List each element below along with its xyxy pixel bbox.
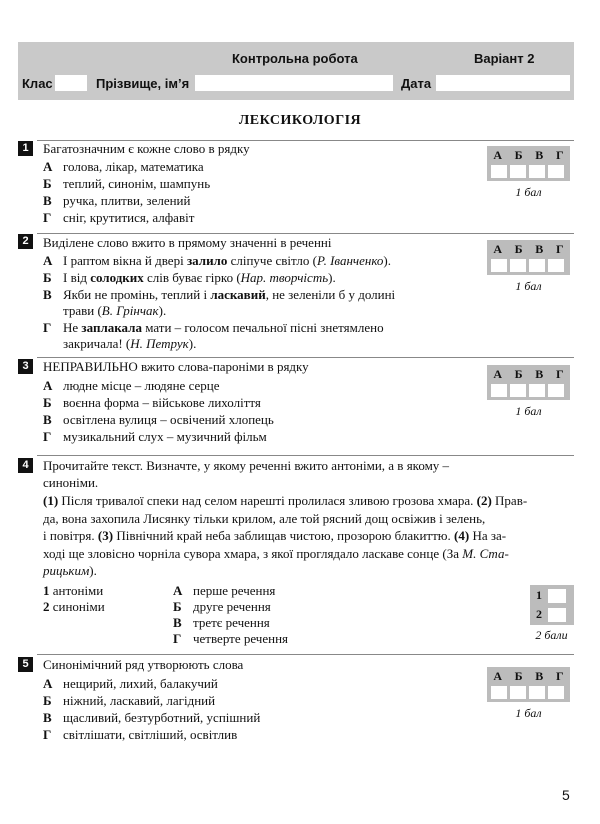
answer-cell[interactable] xyxy=(510,165,526,178)
passage-line: ході ще зловісно чорніла сувора хмара, з якої проглядало ласкаве сонце (За М. Ста- xyxy=(43,545,509,561)
answer-cell[interactable] xyxy=(548,589,566,603)
option-2c-cont: трави (В. Грінчак). xyxy=(63,303,167,318)
score-2: 1 бал xyxy=(515,279,542,293)
option-2d: Г Не заплакала мати – голосом печальної пісні знетямлено xyxy=(43,320,384,335)
reading-passage xyxy=(43,492,573,580)
option-1d: Г сніг, крутитися, алфавіт xyxy=(43,210,195,225)
answer-cell[interactable] xyxy=(510,259,526,272)
class-field[interactable] xyxy=(55,75,87,91)
score-5: 1 бал xyxy=(515,706,542,720)
header-variant: Варіант 2 xyxy=(474,51,535,66)
option-5b: Б ніжний, ласкавий, лагідний xyxy=(43,693,216,708)
question-number-3: 3 xyxy=(18,359,33,374)
match-right-c: В третє речення xyxy=(173,615,270,630)
date-field[interactable] xyxy=(436,75,570,91)
match-left-1: 1 антоніми xyxy=(43,583,104,598)
score-3: 1 бал xyxy=(515,404,542,418)
option-5c: В щасливий, безтурботний, успішний xyxy=(43,710,261,725)
option-3c: В освітлена вулиця – освічений хлопець xyxy=(43,412,274,427)
answer-cell[interactable] xyxy=(510,686,526,699)
answer-cell[interactable] xyxy=(548,165,564,178)
header-title: Контрольна робота xyxy=(232,51,358,66)
answer-grid-5[interactable]: А Б В Г xyxy=(487,667,570,702)
test-header xyxy=(18,42,574,100)
question-stem-3: НЕПРАВИЛЬНО вжито слова-пароніми в рядку xyxy=(43,359,309,374)
option-2c: В Якби не промінь, теплий і ласкавий, не зеленіли б у долині xyxy=(43,287,396,302)
option-1a: А голова, лікар, математика xyxy=(43,159,204,174)
answer-cell[interactable] xyxy=(491,686,507,699)
option-1c: В ручка, плитви, зелений xyxy=(43,193,191,208)
option-3d: Г музикальний слух – музичний фільм xyxy=(43,429,267,444)
answer-cell[interactable] xyxy=(548,686,564,699)
option-1b: Б теплий, синонім, шампунь xyxy=(43,176,211,191)
answer-cell[interactable] xyxy=(510,384,526,397)
answer-cell[interactable] xyxy=(548,384,564,397)
answer-cell[interactable] xyxy=(491,384,507,397)
passage-line: рицьким). xyxy=(43,563,97,578)
option-2d-cont: закричала! (Н. Петрук). xyxy=(63,336,197,351)
match-right-b: Б друге речення xyxy=(173,599,271,614)
answer-cell[interactable] xyxy=(491,165,507,178)
option-3b: Б воєнна форма – військове лихоліття xyxy=(43,395,261,410)
question-number-4: 4 xyxy=(18,458,33,473)
answer-cell[interactable] xyxy=(529,384,545,397)
answer-cell[interactable] xyxy=(529,686,545,699)
question-divider xyxy=(37,455,574,456)
answer-cell[interactable] xyxy=(529,259,545,272)
answer-grid-4[interactable]: 1 2 xyxy=(530,585,574,625)
question-number-1: 1 xyxy=(18,141,33,156)
question-stem-1: Багатозначним є кожне слово в рядку xyxy=(43,141,250,156)
name-label: Прізвище, ім’я xyxy=(96,76,190,91)
answer-cell[interactable] xyxy=(548,608,566,622)
answer-cell[interactable] xyxy=(491,259,507,272)
question-number-2: 2 xyxy=(18,234,33,249)
passage-line: (1) Після тривалої спеки над селом нарешті пролилася зливою грозова хмара. (2) Прав- xyxy=(43,493,528,508)
name-field[interactable] xyxy=(195,75,393,91)
question-divider xyxy=(37,654,574,655)
passage-line: да, вона захопила Лисянку тільки крилом, але той рясний дощ освіжив і зелень, xyxy=(43,510,486,526)
date-label: Дата xyxy=(401,76,432,91)
option-3a: А людне місце – людяне серце xyxy=(43,378,220,393)
score-4: 2 бали xyxy=(535,628,568,642)
question-stem-5: Синонімічний ряд утворюють слова xyxy=(43,657,244,672)
page-number: 5 xyxy=(562,787,570,803)
match-right-d: Г четверте речення xyxy=(173,631,288,646)
option-2a: А І раптом вікна й двері залило сліпуче світло (Р. Іванченко). xyxy=(43,253,392,268)
passage-line: і повітря. (3) Північний край неба заблищав чистою, прозорою блакиттю. (4) На за- xyxy=(43,528,507,543)
score-1: 1 бал xyxy=(515,185,542,199)
match-right-a: А перше речення xyxy=(173,583,276,598)
match-left-2: 2 синоніми xyxy=(43,599,105,614)
answer-grid-2[interactable]: А Б В Г xyxy=(487,240,570,275)
section-title: ЛЕКСИКОЛОГІЯ xyxy=(238,113,362,128)
answer-cell[interactable] xyxy=(548,259,564,272)
answer-grid-1[interactable]: А Б В Г xyxy=(487,146,570,181)
option-5d: Г світлішати, світліший, освітлив xyxy=(43,727,238,742)
option-2b: Б І від солодких слів буває гірко (Нар. творчість). xyxy=(43,270,336,285)
class-label: Клас xyxy=(22,76,53,91)
answer-grid-3[interactable]: А Б В Г xyxy=(487,365,570,400)
answer-cell[interactable] xyxy=(529,165,545,178)
question-stem-4: Прочитайте текст. Визначте, у якому реченні вжито антоніми, а в якому – синоніми. xyxy=(43,458,450,490)
question-stem-2: Виділене слово вжито в прямому значенні в реченні xyxy=(43,235,332,250)
option-5a: А нещирий, лихий, балакучий xyxy=(43,676,218,691)
question-number-5: 5 xyxy=(18,657,33,672)
